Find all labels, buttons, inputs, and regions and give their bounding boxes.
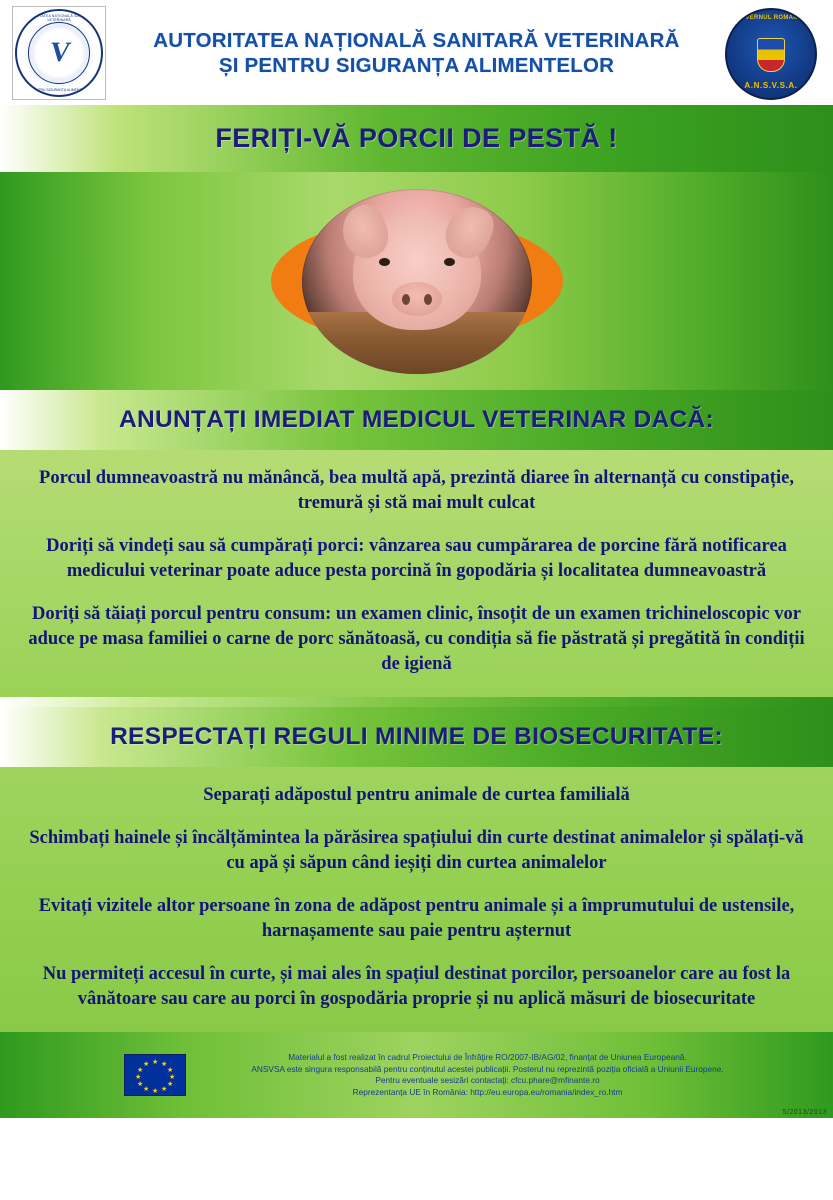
pig-image-band	[0, 172, 833, 390]
footer-line-1: Materialul a fost realizat în cadrul Proiectului de Înfrăţire RO/2007-IB/AG/02, finanțat de Uniunea Europeană.	[288, 1052, 687, 1062]
section1-paragraph: Porcul dumneavoastră nu mănâncă, bea multă apă, prezintă diaree în alternanță cu constipație, tremură și stă mai mult culcat	[39, 468, 794, 513]
footer-code: 5/2013/2013	[782, 1109, 827, 1116]
poster-footer	[0, 1032, 833, 1118]
ansvsa-logo-icon	[12, 6, 106, 100]
eu-star: ★	[152, 1088, 159, 1095]
poster-header	[0, 0, 833, 105]
page-title	[33, 28, 799, 78]
eu-star: ★	[167, 1081, 174, 1088]
pig-eye-left	[379, 258, 390, 266]
eu-star: ★	[169, 1074, 176, 1081]
main-title: FERIȚI-VĂ PORCII DE PESTĂ !	[215, 123, 618, 153]
section1-body	[0, 450, 833, 697]
footer-text	[186, 1052, 819, 1098]
government-logo-icon	[725, 8, 817, 100]
footer-line-4: Reprezentanța UE în România: http://eu.europa.eu/romania/index_ro.htm	[352, 1086, 623, 1097]
ansvsa-logo-monogram: V	[48, 37, 70, 68]
eu-star: ★	[135, 1074, 142, 1081]
pig-ear-right	[438, 200, 498, 265]
section1-heading-band	[0, 390, 833, 450]
government-logo-bottom-label: A.N.S.V.S.A.	[744, 81, 798, 90]
ansvsa-seal-icon	[15, 9, 103, 97]
pig-snout	[392, 282, 442, 316]
eu-star: ★	[152, 1059, 159, 1066]
section2-heading-band	[0, 707, 833, 767]
pig-photo	[302, 189, 532, 374]
pig-eye-right	[444, 258, 455, 266]
section1-paragraph: Doriți să vindeți sau să cumpărați porci: vânzarea sau cumpărarea de porcine fără notificarea medicului veterinar poate aduce pesta porcină în gopodăria și localitatea dumneavoastră	[46, 536, 787, 581]
section1-heading: ANUNȚAȚI IMEDIAT MEDICUL VETERINAR DACĂ:	[119, 406, 714, 433]
eu-star: ★	[161, 1061, 168, 1068]
section2-paragraph: Schimbați hainele și încălțămintea la părăsirea spațiului din curte destinat animalelor și spălați-vă cu apă și săpun când ieșiți din curtea animalelor	[29, 828, 804, 873]
section2-paragraph: Nu permiteți accesul în curte, și mai ales în spațiul destinat porcilor, persoanelor care au fost la vânătoare sau care au porci în gospodăria proprie și nu aplică măsuri de biosecuritate	[42, 964, 791, 1009]
footer-line-3: Pentru eventuale sesizări contactaţi: cfcu.phare@mfinante.ro	[375, 1075, 600, 1085]
section2-heading: RESPECTAȚI REGULI MINIME DE BIOSECURITATE:	[110, 723, 723, 750]
romania-shield-icon	[757, 38, 785, 72]
eu-star: ★	[137, 1081, 144, 1088]
header-title-line1: AUTORITATEA NAȚIONALĂ SANITARĂ VETERINARĂ	[153, 28, 680, 52]
eu-star: ★	[161, 1086, 168, 1093]
eu-flag-icon	[124, 1054, 186, 1096]
header-title-line2: ȘI PENTRU SIGURANȚA ALIMENTELOR	[218, 53, 615, 77]
ansvsa-logo-top-text: AUTORITATEA NAȚIONALĂ SANITARĂ VETERINARĂ	[25, 14, 93, 22]
pig-head-icon	[353, 214, 481, 330]
section1-paragraph: Doriți să tăiați porcul pentru consum: un examen clinic, însoțit de un examen trichineloscopic vor aduce pe masa familiei o carne de porc sănătoasă, cu condiția să fie păstrată și pregătită în condiții de igienă	[28, 604, 805, 674]
section2-paragraph: Evitați vizitele altor persoane în zona de adăpost pentru animale și a împrumutului de ustensile, harnașamente sau paie pentru așternut	[38, 896, 795, 941]
eu-star: ★	[137, 1067, 144, 1074]
main-title-band	[0, 105, 833, 172]
section2-body	[0, 767, 833, 1032]
government-logo-top-label: GUVERNUL ROMÂNIEI	[735, 15, 807, 21]
section2-paragraph: Separați adăpostul pentru animale de curtea familială	[203, 785, 630, 805]
pig-nostril-right	[424, 294, 432, 305]
eu-star: ★	[143, 1061, 150, 1068]
ansvsa-logo-bottom-text: ȘI PENTRU SIGURANȚA ALIMENTELOR	[27, 88, 91, 92]
pig-nostril-left	[402, 294, 410, 305]
eu-star: ★	[167, 1067, 174, 1074]
footer-line-2: ANSVSA este singura responsabilă pentru conținutul acestei publicații. Posterul nu reprezintă poziția oficială a Uniunii Europene.	[251, 1063, 724, 1074]
eu-star: ★	[143, 1086, 150, 1093]
divider-band	[0, 697, 833, 707]
pig-ear-left	[334, 200, 394, 265]
